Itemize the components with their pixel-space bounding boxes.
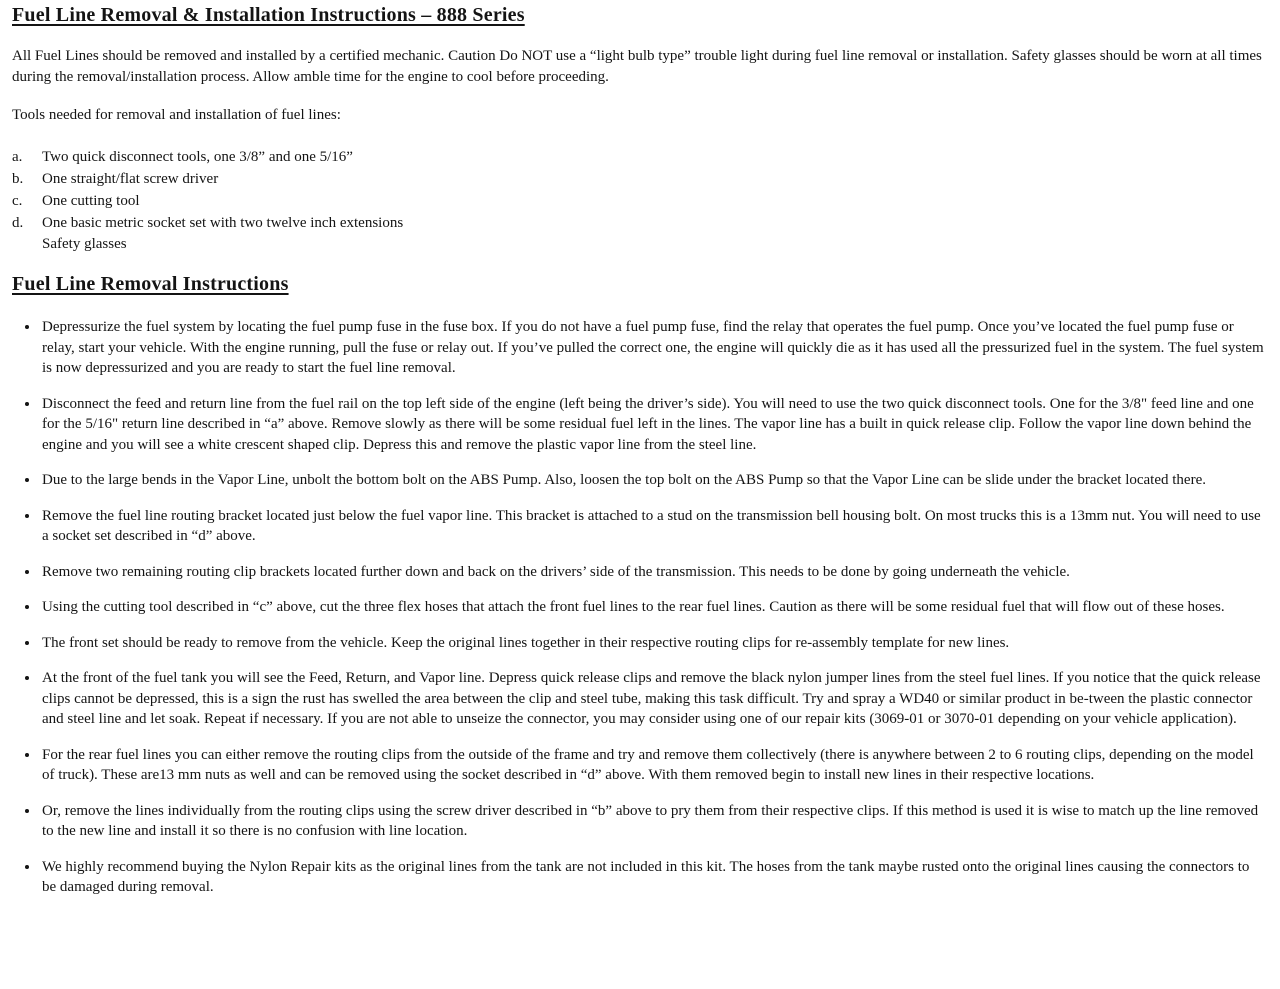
removal-step-8: • At the front of the fuel tank you will see the Feed, Return, and Vapor line. Depress quick release clips and remove the black nylon jumper lines from the steel fuel lines. If you notice that the quick release clips cannot be depressed, this is a sign the rust has swelled the area between the clip and steel tube, making this task difficult. Try and spray a WD40 or similar product in be-tween the plastic connector and steel line and let soak. Repeat if necessary. If you are not able to unseize the connector, you may consider using one of our repair kits (3069-01 or 3070-01 depending on your vehicle application). (40, 668, 1266, 730)
removal-steps-list (12, 317, 1266, 898)
tool-text: Safety glasses (42, 235, 127, 252)
tool-item-a (12, 146, 1266, 168)
tool-text: One straight/flat screw driver (42, 170, 219, 187)
removal-step-6: • Using the cutting tool described in “c” above, cut the three flex hoses that attach the front fuel lines to the rear fuel lines. Caution as there will be some residual fuel that will flow out of these hoses. (40, 597, 1266, 618)
tool-text: Two quick disconnect tools, one 3/8” and one 5/16” (42, 148, 353, 165)
removal-step-10: • Or, remove the lines individually from the routing clips using the screw driver described in “b” above to pry them from their respective clips. If this method is used it is wise to match up the line removed to the new line and install it so there is no confusion with line location. (40, 801, 1266, 842)
document-title: Fuel Line Removal & Installation Instructions – 888 Series (12, 4, 525, 26)
tool-item-safety-glasses (12, 234, 1266, 255)
tool-text: One cutting tool (42, 192, 140, 209)
removal-step-5: • Remove two remaining routing clip brackets located further down and back on the drivers’ side of the transmission. This needs to be done by going underneath the vehicle. (40, 562, 1266, 583)
tool-item-d (12, 212, 1266, 234)
tool-letter: c. (12, 192, 23, 209)
tools-list (12, 146, 1266, 255)
removal-step-1: • Depressurize the fuel system by locating the fuel pump fuse in the fuse box. If you do not have a fuel pump fuse, find the relay that operates the fuel pump. Once you’ve located the fuel pump fuse or relay, start your vehicle. With the engine running, pull the fuse or relay out. If you’ve pulled the correct one, the engine will quickly die as it has used all the pressurized fuel in the system. The fuel system is now depressurized and you are ready to start the fuel line removal. (40, 317, 1266, 379)
removal-step-2: • Disconnect the feed and return line from the fuel rail on the top left side of the engine (left being the driver’s side). You will need to use the two quick disconnect tools. One for the 3/8" feed line and one for the 5/16" return line described in “a” above. Remove slowly as there will be some residual fuel left in the lines. The vapor line has a built in quick release clip. Follow the vapor line down behind the engine and you will see a white crescent shaped clip. Depress this and remove the plastic vapor line from the steel line. (40, 394, 1266, 456)
tool-letter: b. (12, 170, 24, 187)
removal-step-9: • For the rear fuel lines you can either remove the routing clips from the outside of the frame and try and remove them collectively (there is anywhere between 2 to 6 routing clips, depending on the model of truck). These are13 mm nuts as well and can be removed using the socket described in “d” above. With them removed begin to install new lines in their respective locations. (40, 745, 1266, 786)
tool-letter: a. (12, 148, 23, 165)
tool-item-b (12, 168, 1266, 190)
tool-letter: d. (12, 214, 24, 231)
tool-letter-empty (12, 234, 42, 255)
tools-heading: Tools needed for removal and installation of fuel lines: (12, 107, 341, 123)
tool-item-c (12, 190, 1266, 212)
intro-paragraph: All Fuel Lines should be removed and installed by a certified mechanic. Caution Do NOT use a “light bulb type” trouble light during fuel line removal or installation. Safety glasses should be worn at all times during the removal/installation process. Allow amble time for the engine to cool before proceeding. (12, 48, 1262, 85)
removal-step-4: • Remove the fuel line routing bracket located just below the fuel vapor line. This bracket is attached to a stud on the transmission bell housing bolt. On most trucks this is a 13mm nut. You will need to use a socket set described in “d” above. (40, 506, 1266, 547)
removal-step-3: • Due to the large bends in the Vapor Line, unbolt the bottom bolt on the ABS Pump. Also, loosen the top bolt on the ABS Pump so that the Vapor Line can be slide under the bracket located there. (40, 470, 1266, 491)
section-title-removal-instructions: Fuel Line Removal Instructions (12, 273, 289, 295)
tool-text: One basic metric socket set with two twelve inch extensions (42, 214, 404, 231)
removal-step-11: • We highly recommend buying the Nylon Repair kits as the original lines from the tank are not included in this kit. The hoses from the tank maybe rusted onto the original lines causing the connectors to be damaged during removal. (40, 857, 1266, 898)
removal-step-7: • The front set should be ready to remove from the vehicle. Keep the original lines together in their respective routing clips for re-assembly template for new lines. (40, 633, 1266, 654)
